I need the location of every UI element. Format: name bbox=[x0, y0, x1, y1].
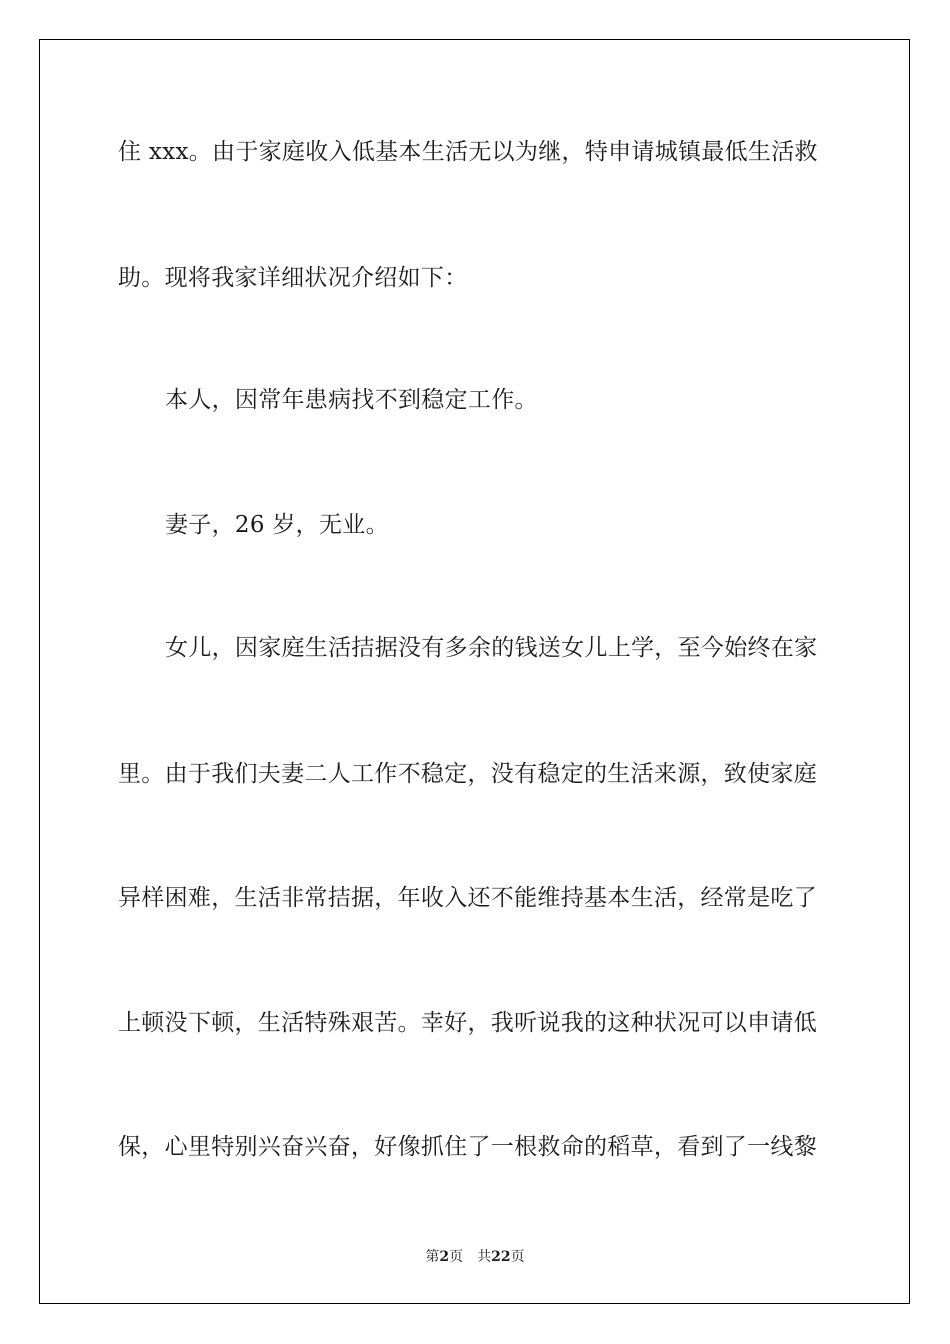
total-suffix: 页 bbox=[510, 1249, 525, 1265]
current-page-number: 2 bbox=[439, 1249, 450, 1265]
paragraph-line-5: 女儿，因家庭生活拮据没有多余的钱送女儿上学，至今始终在家 bbox=[165, 635, 818, 661]
paragraph-line-1: 住 xxx。由于家庭收入低基本生活无以为继，特申请城镇最低生活救 bbox=[118, 139, 818, 165]
paragraph-line-2: 助。现将我家详细状况介绍如下： bbox=[118, 265, 468, 291]
page-prefix: 第 bbox=[425, 1249, 440, 1265]
paragraph-line-8: 上顿没下顿，生活特殊艰苦。幸好，我听说我的这种状况可以申请低 bbox=[118, 1010, 817, 1036]
total-pages-number: 22 bbox=[491, 1249, 511, 1265]
paragraph-line-7: 异样困难，生活非常拮据，年收入还不能维持基本生活，经常是吃了 bbox=[118, 885, 817, 911]
paragraph-line-4: 妻子，26 岁，无业。 bbox=[165, 512, 389, 538]
total-prefix: 共 bbox=[477, 1249, 492, 1265]
page-border bbox=[39, 39, 910, 1304]
paragraph-line-3: 本人，因常年患病找不到稳定工作。 bbox=[165, 387, 538, 413]
page-footer bbox=[0, 1248, 950, 1266]
paragraph-line-9: 保，心里特别兴奋兴奋，好像抓住了一根救命的稻草，看到了一线黎 bbox=[118, 1134, 817, 1160]
page-suffix: 页 bbox=[449, 1249, 464, 1265]
paragraph-line-6: 里。由于我们夫妻二人工作不稳定，没有稳定的生活来源，致使家庭 bbox=[118, 761, 817, 787]
